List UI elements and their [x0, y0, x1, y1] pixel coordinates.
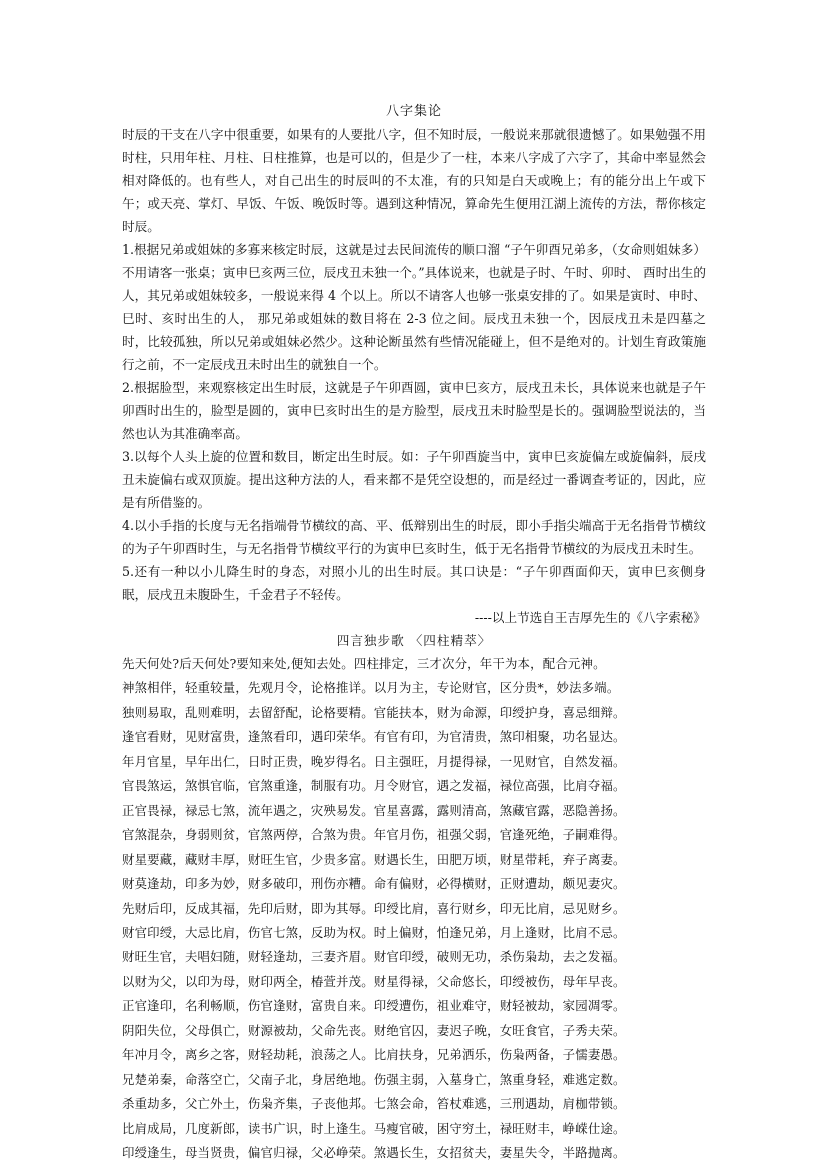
- paragraph-intro: 时辰的干支在八字中很重要，如果有的人要批八字，但不知时辰，一般说来那就很遗憾了。如果勉强不用时柱，只用年柱、月柱、日柱推算，也是可以的，但是少了一柱，本来八字成了六字了，其命中率显然会相对降低的。也有些人，对自己出生的时辰叫的不太准，有的只知是白天或晚上；有的能分出上午或下午；或天亮、掌灯、早饭、午饭、晚饭时等。遇到这种情况，算命先生便用江湖上流传的方法，帮你核定时辰。: [122, 127, 706, 234]
- paragraph-method-2: 2.根据脸型，来观察核定出生时辰，这就是子午卯酉圆，寅申巳亥方，辰戌丑未长，具体说来也就是子午卯酉时出生的，脸型是圆的，寅申巳亥时出生的是方脸型，辰戌丑未时脸型是长的。强调脸型说法的，当然也认为其准确率高。: [122, 380, 706, 441]
- verse-line: 财官印绶，大忌比肩，伤官七煞，反助为权。时上偏财，怕逢兄弟，月上逢财，比肩不忌。: [122, 924, 626, 940]
- paragraph-method-5: 5.还有一种以小儿降生时的身态，对照小儿的出生时辰。其口诀是：“子午卯酉面仰天，寅申巳亥侧身眠，辰戌丑未腹卧生，千金君子不轻传。: [122, 564, 706, 602]
- verse-line: 先天何处?后天何处?要知来处,便知去处。四柱排定，三才次分，年干为本，配合元神。: [122, 656, 606, 671]
- verse-line: 官畏煞运，煞惧官临，官煞重逢，制服有功。月令财官，遇之发福，禄位高强，比肩夺福。: [122, 778, 626, 794]
- verse-line: 独则易取，乱则难明，去留舒配，论格要精。官能扶本，财为命源，印绶护身，喜忌细辩。: [122, 704, 626, 720]
- verse-line: 印绶逢生，母当贤贵，偏官归禄，父必峥荣。煞遇长生，女招贫夫，妻星失令，半路抛离。: [122, 1145, 626, 1161]
- section-title: 四言独步歌 〈四柱精萃〉: [336, 633, 492, 648]
- source-attribution: ----以上节选自王吉厚先生的《八字索秘》: [474, 610, 706, 625]
- verse-line: 财旺生官，夫唱妇随，财轻逢劫，三妻齐眉。财官印绶，破则无功，杀伤枭劫，去之发福。: [122, 949, 626, 965]
- verse-line: 年月官星，早年出仁，日时正贵，晚岁得名。日主强旺，月提得禄，一见财官，自然发福。: [122, 753, 626, 769]
- verse-line: 年冲月令，离乡之客，财轻劫耗，浪荡之人。比肩扶身，兄弟洒乐，伤枭两备，子懦妻愚。: [122, 1047, 626, 1063]
- verse-line: 先财后印，反成其福，先印后财，即为其辱。印绶比肩，喜行财乡，印无比肩，忌见财乡。: [122, 900, 626, 916]
- verse-line: 神煞相伴，轻重较量，先观月令，论格推详。以月为主，专论财官，区分贵*，妙法多端。: [122, 680, 620, 696]
- paragraph-method-4: 4.以小手指的长度与无名指端骨节横纹的高、平、低辩别出生的时辰，即小手指尖端高于无名指骨节横纹的为子午卯酉时生，与无名指骨节横纹平行的为寅申巳亥时生，低于无名指骨节横纹的为辰戌丑未时生。: [122, 518, 706, 556]
- verse-line: 杀重劫多，父亡外土，伤枭齐集，子丧他邦。七煞会命，笞杖难逃，三刑遇劫，肩枷带锁。: [122, 1096, 626, 1112]
- document-page: [122, 103, 706, 1166]
- verse-line: 官煞混杂，身弱则贫，官煞两停，合煞为贵。年官月伤，祖强父弱，官逢死绝，子嗣难得。: [122, 827, 626, 843]
- verse-list: [122, 652, 706, 1166]
- verse-line: 兄楚弟秦，命落空亡，父南子北，身居绝地。伤强主弱，入墓身亡，煞重身轻，难逃定数。: [122, 1071, 626, 1087]
- paragraph-method-3: 3.以每个人头上旋的位置和数目，断定出生时辰。如：子午卯酉旋当中，寅申巳亥旋偏左或旋偏斜，辰戌丑未旋偏右或双顶旋。提出这种方法的人，看来都不是凭空设想的，而是经过一番调查考证的，因此，应是有所借鉴的。: [122, 449, 706, 510]
- verse-line: 财星要藏，藏财丰厚，财旺生官，少贵多富。财遇长生，田肥万顷，财星带耗，弃子离妻。: [122, 851, 626, 867]
- verse-line: 逢官看财，见财富贵，逢煞看印，遇印荣华。有官有印，为官清贵，煞印相聚，功名显达。: [122, 729, 626, 745]
- verse-line: 财莫逢劫，印多为妙，财多破印，刑伤亦糟。命有偏财，必得横财，正财遭劫，颇见妻灾。: [122, 876, 626, 892]
- document-title: 八字集论: [385, 104, 442, 119]
- verse-line: 正官畏禄，禄忌七煞，流年遇之，灾殃易发。官星喜露，露则清高，煞藏官露，恶隐善扬。: [122, 802, 626, 818]
- verse-line: 以财为父，以印为母，财印两全，椿萱并茂。财星得禄，父命悠长，印绶被伤，母年早丧。: [122, 973, 626, 989]
- paragraph-method-1: 1.根据兄弟或姐妹的多寡来核定时辰，这就是过去民间流传的顺口溜 “子午卯酉兄弟多，（女命则姐妹多）不用请客一张桌；寅申巳亥两三位，辰戌丑未独一个。”具体说来，也就是子时、午时、卯时、 酉时出生的人，其兄弟或姐妹较多，一般说来得 4 个以上。所以不请客人也够一张桌安排的了。如果是寅时、申时、巳时、亥时出生的人， 那兄弟或姐妹的数目将在 2-3 位之间。辰戌丑未独一个，因辰戌丑未是四墓之时，比较孤独，所以兄弟或姐妹必然少。这种论断虽然有些情况能碰上，但不是绝对的。计划生育政策施行之前，不一定辰戌丑未时出生的就独自一个。: [122, 242, 706, 372]
- verse-line: 比肩成局，几度新郎，读书广识，时上逢生。马瘦官破，困守穷土，禄旺财丰，峥嵘仕途。: [122, 1120, 626, 1136]
- verse-line: 阴阳失位，父母俱亡，财源被劫，父命先丧。财绝官囚，妻迟子晚，女旺食官，子秀夫荣。: [122, 1022, 626, 1038]
- verse-line: 正官逢印，名利畅顺，伤官逢财，富贵自来。印绶遭伤，祖业难守，财轻被劫，家园凋零。: [122, 998, 626, 1014]
